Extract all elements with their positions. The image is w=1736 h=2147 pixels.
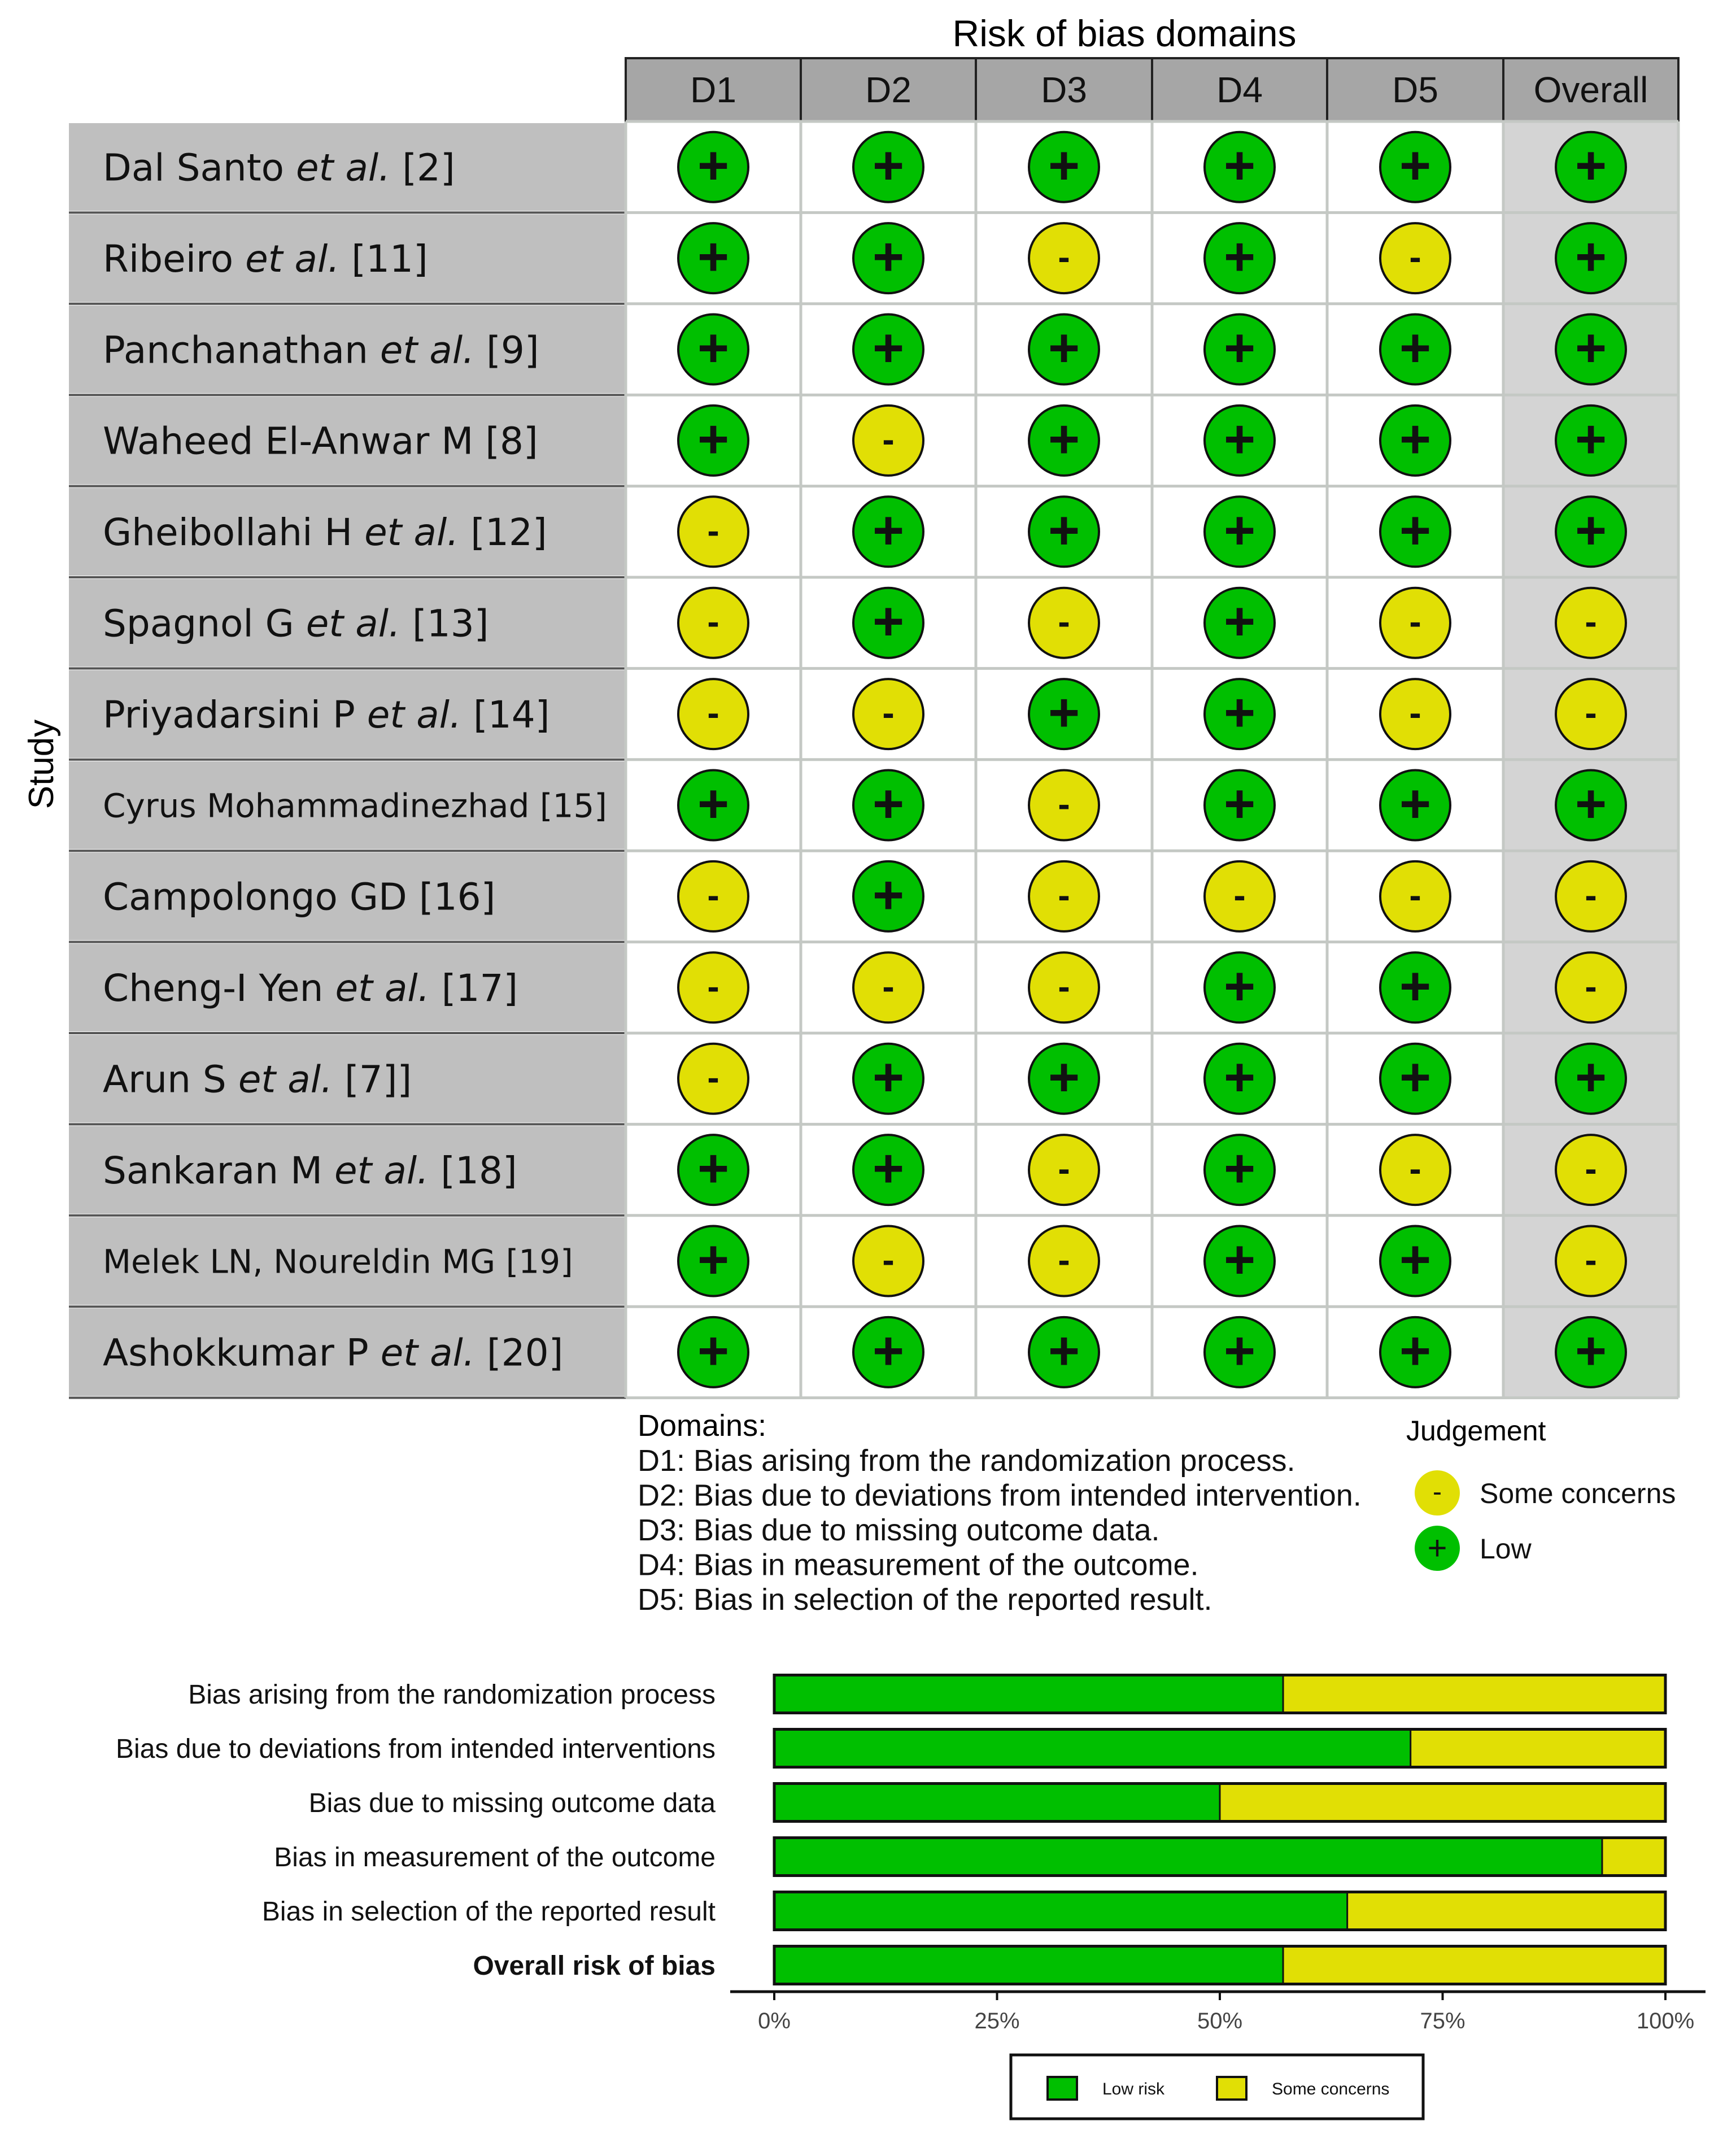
judgement-symbol: +	[1399, 317, 1432, 378]
study-etal: et al.	[380, 1331, 475, 1375]
judgement-dot-low	[678, 1135, 748, 1205]
judgement-dot-low	[1029, 679, 1099, 749]
judgement-dot-low	[1029, 1317, 1099, 1387]
judgement-symbol: +	[1399, 1047, 1432, 1108]
summary-legend-item	[1217, 2077, 1389, 2100]
judgement-symbol: -	[882, 966, 895, 1007]
summary-legend	[1011, 2055, 1423, 2119]
summary-legend-swatch	[1048, 2077, 1077, 2100]
study-ref: [11]	[339, 237, 428, 281]
judgement-symbol: -	[1585, 693, 1597, 734]
column-header-label: D1	[690, 69, 736, 110]
study-gap	[355, 693, 367, 737]
judgement-symbol: +	[697, 1320, 730, 1381]
judgement-dot-some-concerns	[1205, 861, 1275, 931]
study-ref: [20]	[474, 1331, 564, 1375]
judgement-dot-some-concerns	[1556, 861, 1626, 931]
domains-key	[638, 1409, 1362, 1617]
judgement-symbol: -	[882, 419, 895, 460]
judgement-dot-low	[1029, 132, 1099, 202]
study-name: Dal Santo	[103, 146, 285, 190]
study-gap	[322, 1149, 334, 1192]
study-ref: [12]	[459, 511, 547, 555]
judgement-dot-low	[1380, 952, 1450, 1022]
judgement-dot-low	[1556, 406, 1626, 476]
judgement-symbol: +	[1399, 500, 1432, 561]
judgement-dot-low	[1380, 406, 1450, 476]
judgement-symbol: +	[1048, 408, 1080, 469]
study-gap	[226, 1057, 238, 1101]
judgement-symbol: -	[1058, 237, 1070, 278]
study-etal: et al.	[380, 328, 475, 372]
summary-legend-label: Low risk	[1102, 2080, 1165, 2098]
study-gap	[294, 602, 306, 645]
judgement-dot-some-concerns	[678, 497, 748, 567]
column-header-label: D3	[1041, 69, 1087, 110]
judgement-symbol: -	[1058, 601, 1070, 642]
cell-grid	[626, 121, 1678, 1398]
judgement-symbol: +	[1223, 773, 1256, 834]
judgement-symbol: -	[1409, 237, 1421, 278]
judgement-symbol: -	[707, 693, 719, 734]
judgement-dot-some-concerns	[1029, 223, 1099, 293]
category-label: Bias in measurement of the outcome	[274, 1843, 716, 1872]
judgement-dot-low	[853, 770, 923, 840]
x-tick-label: 0%	[758, 2009, 791, 2033]
judgement-dot-low	[1205, 679, 1275, 749]
summary-legend-label: Some concerns	[1272, 2080, 1390, 2098]
study-label	[103, 237, 428, 281]
judgement-symbol: +	[1048, 1047, 1080, 1108]
study-name: Gheibollahi H	[103, 511, 353, 555]
judgement-dot-low	[1380, 1317, 1450, 1387]
bar-some-concerns	[1220, 1784, 1665, 1822]
study-ref: [2]	[390, 146, 455, 190]
study-label	[103, 602, 489, 645]
study-gap	[233, 237, 245, 281]
x-tick-label: 75%	[1420, 2009, 1465, 2033]
judgement-dot-low	[1556, 770, 1626, 840]
judgement-dot-low	[1556, 132, 1626, 202]
judgement-dot-low	[853, 1135, 923, 1205]
judgement-symbol: -	[1585, 1148, 1597, 1190]
bar-low-risk	[774, 1838, 1602, 1876]
judgement-legend-symbol: +	[1427, 1529, 1447, 1567]
judgement-dot-low	[1380, 497, 1450, 567]
judgement-symbol: +	[872, 500, 905, 561]
judgement-dot-low	[1029, 406, 1099, 476]
bar-low-risk	[774, 1675, 1283, 1713]
judgement-dot-some-concerns	[1029, 1226, 1099, 1296]
judgement-symbol: +	[1223, 500, 1256, 561]
study-name: Spagnol G	[103, 602, 294, 646]
judgement-legend-label: Low	[1480, 1533, 1532, 1565]
x-tick-label: 50%	[1197, 2009, 1243, 2033]
judgement-symbol: +	[1048, 135, 1080, 196]
judgement-symbol: +	[1399, 408, 1432, 469]
judgement-symbol: +	[1223, 1138, 1256, 1199]
study-name: Panchanathan	[103, 328, 368, 372]
judgement-symbol: +	[1048, 682, 1080, 743]
judgement-symbol: +	[1223, 682, 1256, 743]
judgement-dot-low	[678, 1226, 748, 1296]
study-name: Priyadarsini P	[103, 693, 355, 737]
study-name: Ashokkumar P	[103, 1331, 369, 1375]
judgement-symbol: +	[1399, 1320, 1432, 1381]
domains-heading: Domains:	[638, 1409, 767, 1443]
judgement-symbol: -	[1058, 1148, 1070, 1190]
judgement-symbol: +	[1223, 591, 1256, 652]
bar-low-risk	[774, 1784, 1220, 1822]
judgement-symbol: +	[697, 317, 730, 378]
judgement-symbol: -	[1585, 966, 1597, 1007]
study-etal: et al.	[238, 1057, 333, 1101]
summary-bars	[774, 1675, 1665, 1984]
domain-line: D4: Bias in measurement of the outcome.	[638, 1548, 1199, 1582]
bar-low-risk	[774, 1730, 1411, 1767]
study-etal: et al.	[245, 237, 340, 281]
judgement-dot-some-concerns	[1556, 679, 1626, 749]
bar-some-concerns	[1602, 1838, 1665, 1876]
judgement-dot-low	[853, 223, 923, 293]
judgement-dot-low	[853, 315, 923, 385]
judgement-dot-low	[1205, 588, 1275, 658]
judgement-symbol: -	[1409, 874, 1421, 916]
judgement-symbol: +	[1574, 1320, 1607, 1381]
study-ref: [9]	[474, 328, 539, 372]
column-header-label: D2	[865, 69, 911, 110]
judgement-symbol: -	[1058, 874, 1070, 916]
judgement-dot-low	[1205, 132, 1275, 202]
judgement-dot-some-concerns	[1029, 770, 1099, 840]
category-label: Overall risk of bias	[473, 1951, 716, 1981]
judgement-dot-low	[1205, 952, 1275, 1022]
judgement-symbol: -	[707, 1057, 719, 1098]
judgement-dot-some-concerns	[1556, 588, 1626, 658]
judgement-symbol: -	[1409, 601, 1421, 642]
study-etal: et al.	[367, 693, 461, 737]
x-tick-label: 25%	[974, 2009, 1020, 2033]
study-label	[103, 693, 549, 737]
judgement-symbol: +	[1574, 408, 1607, 469]
judgement-dot-low	[678, 223, 748, 293]
judgement-legend-item	[1415, 1470, 1676, 1515]
study-etal: et al.	[296, 146, 391, 190]
study-etal: et al.	[335, 966, 430, 1011]
study-ref: [18]	[429, 1148, 517, 1192]
judgement-symbol: +	[1048, 500, 1080, 561]
study-label	[103, 786, 607, 825]
judgement-symbol: +	[1223, 408, 1256, 469]
judgement-dot-low	[853, 861, 923, 931]
study-name: Cyrus Mohammadinezhad [15]	[103, 786, 607, 825]
study-gap	[324, 966, 335, 1010]
judgement-dot-some-concerns	[678, 952, 748, 1022]
judgement-symbol: +	[872, 864, 905, 925]
judgement-dot-low	[1205, 406, 1275, 476]
judgement-dot-low	[1556, 497, 1626, 567]
judgement-dot-low	[1205, 770, 1275, 840]
domain-line: D1: Bias arising from the randomization process.	[638, 1444, 1296, 1478]
study-etal: et al.	[334, 1148, 429, 1192]
judgement-symbol: -	[707, 966, 719, 1007]
judgement-symbol: +	[1399, 1229, 1432, 1290]
judgement-legend-item	[1415, 1526, 1532, 1571]
judgement-symbol: +	[1223, 1229, 1256, 1290]
judgement-dot-low	[1556, 315, 1626, 385]
judgement-dot-some-concerns	[1380, 223, 1450, 293]
judgement-dot-low	[1205, 1044, 1275, 1114]
judgement-dot-low	[1205, 1135, 1275, 1205]
judgement-symbol: +	[1574, 135, 1607, 196]
judgement-dot-some-concerns	[1556, 1226, 1626, 1296]
domain-line: D2: Bias due to deviations from intended intervention.	[638, 1478, 1362, 1513]
judgement-symbol: +	[872, 1047, 905, 1108]
study-ref: [14]	[461, 693, 550, 737]
judgement-dot-some-concerns	[678, 861, 748, 931]
bar-some-concerns	[1347, 1892, 1665, 1930]
study-etal: et al.	[306, 602, 401, 646]
study-gap	[369, 1331, 381, 1375]
study-label	[103, 511, 547, 554]
judgement-dot-some-concerns	[1380, 588, 1450, 658]
judgement-symbol: +	[697, 773, 730, 834]
judgement-symbol: +	[697, 1229, 730, 1290]
summary-legend-item	[1048, 2077, 1165, 2100]
judgement-dot-low	[853, 132, 923, 202]
bar-some-concerns	[1411, 1730, 1665, 1767]
domain-line: D3: Bias due to missing outcome data.	[638, 1513, 1160, 1547]
judgement-symbol: +	[1574, 500, 1607, 561]
judgement-symbol: -	[707, 510, 719, 551]
study-label	[103, 420, 538, 463]
judgement-dot-low	[853, 1044, 923, 1114]
judgement-dot-some-concerns	[1556, 952, 1626, 1022]
judgement-symbol: -	[1409, 693, 1421, 734]
judgement-symbol: +	[1223, 956, 1256, 1017]
study-gap	[352, 511, 364, 554]
judgement-symbol: +	[872, 591, 905, 652]
judgement-legend-items	[1415, 1470, 1676, 1571]
judgement-dot-low	[678, 770, 748, 840]
study-ref: [7]]	[333, 1057, 412, 1101]
judgement-symbol: -	[1585, 874, 1597, 916]
study-label	[103, 146, 455, 189]
judgement-symbol: -	[707, 601, 719, 642]
bar-low-risk	[774, 1892, 1347, 1930]
category-label: Bias due to missing outcome data	[308, 1788, 716, 1818]
x-tick-label: 100%	[1636, 2009, 1695, 2033]
judgement-dot-low	[1205, 223, 1275, 293]
judgement-dot-low	[1556, 223, 1626, 293]
domain-lines	[638, 1444, 1362, 1617]
judgement-symbol: +	[872, 1320, 905, 1381]
judgement-legend	[1406, 1415, 1676, 1571]
judgement-dot-low	[1205, 497, 1275, 567]
study-gap	[284, 146, 296, 189]
domain-line: D5: Bias in selection of the reported result.	[638, 1583, 1212, 1617]
judgement-dot-low	[1380, 1226, 1450, 1296]
judgement-dot-low	[853, 588, 923, 658]
judgement-dot-low	[1029, 315, 1099, 385]
study-label	[103, 876, 495, 919]
judgement-legend-label: Some concerns	[1480, 1478, 1676, 1509]
study-gap	[368, 328, 380, 372]
judgement-symbol: +	[1399, 773, 1432, 834]
judgement-dot-some-concerns	[678, 588, 748, 658]
category-label: Bias arising from the randomization process	[188, 1680, 716, 1710]
study-label	[103, 1331, 563, 1375]
study-name: Melek LN, Noureldin MG [19]	[103, 1242, 573, 1281]
judgement-symbol: +	[1048, 1320, 1080, 1381]
study-rows	[69, 123, 626, 1398]
x-axis-ticks	[758, 1992, 1694, 2033]
judgement-dot-low	[1029, 497, 1099, 567]
judgement-symbol: -	[707, 874, 719, 916]
study-label	[103, 1242, 573, 1281]
judgement-dot-some-concerns	[678, 679, 748, 749]
summary-category-labels	[116, 1680, 716, 1981]
judgement-symbol: -	[1058, 1239, 1070, 1281]
judgement-dot-some-concerns	[1380, 1135, 1450, 1205]
judgement-dot-low	[678, 315, 748, 385]
study-label	[103, 328, 539, 372]
summary-bar-chart	[116, 1675, 1706, 2119]
judgement-symbol: -	[1585, 1239, 1597, 1281]
bar-some-concerns	[1283, 1946, 1665, 1984]
judgement-symbol: -	[1233, 874, 1246, 916]
judgement-dot-low	[1380, 1044, 1450, 1114]
judgement-dot-low	[1205, 1226, 1275, 1296]
judgement-symbol: +	[1574, 1047, 1607, 1108]
judgement-dot-low	[853, 497, 923, 567]
judgement-symbol: -	[1585, 601, 1597, 642]
judgement-symbol: +	[697, 227, 730, 288]
judgement-symbol: +	[1399, 135, 1432, 196]
judgement-dot-low	[1380, 770, 1450, 840]
judgement-symbol: +	[1574, 317, 1607, 378]
judgement-dot-low	[678, 132, 748, 202]
traffic-light-plot	[22, 12, 1678, 1398]
judgement-dot-some-concerns	[1029, 861, 1099, 931]
judgement-dot-some-concerns	[853, 406, 923, 476]
judgement-symbol: +	[1048, 317, 1080, 378]
judgement-dot-low	[678, 406, 748, 476]
study-label	[103, 1149, 517, 1192]
study-axis-label: Study	[22, 719, 61, 809]
judgement-dot-low	[1380, 132, 1450, 202]
judgement-dot-low	[1380, 315, 1450, 385]
study-name: Arun S	[103, 1057, 226, 1101]
judgement-dot-low	[853, 1317, 923, 1387]
column-headers	[626, 58, 1678, 121]
judgement-symbol: -	[1058, 783, 1070, 825]
judgement-dot-low	[678, 1317, 748, 1387]
study-ref: [13]	[400, 602, 489, 646]
judgement-symbol: +	[697, 135, 730, 196]
judgement-dot-some-concerns	[1029, 588, 1099, 658]
judgement-dot-some-concerns	[1380, 679, 1450, 749]
judgement-symbol: +	[1223, 1047, 1256, 1108]
judgement-legend-symbol: -	[1433, 1477, 1442, 1507]
category-label: Bias due to deviations from intended interventions	[116, 1734, 716, 1764]
study-name: Cheng-I Yen	[103, 966, 324, 1011]
judgement-symbol: +	[1223, 227, 1256, 288]
judgement-dot-low	[1556, 1044, 1626, 1114]
judgement-dot-some-concerns	[678, 1044, 748, 1114]
judgement-dot-some-concerns	[1029, 952, 1099, 1022]
judgement-dot-low	[1205, 1317, 1275, 1387]
judgement-dot-some-concerns	[1380, 861, 1450, 931]
study-name: Sankaran M	[103, 1148, 323, 1192]
judgement-symbol: +	[872, 1138, 905, 1199]
traffic-title: Risk of bias domains	[952, 12, 1297, 54]
judgement-symbol: +	[872, 317, 905, 378]
bar-some-concerns	[1283, 1675, 1665, 1713]
judgement-dot-some-concerns	[1029, 1135, 1099, 1205]
judgement-symbol: -	[882, 1239, 895, 1281]
judgement-symbol: +	[1223, 135, 1256, 196]
judgement-symbol: +	[1223, 317, 1256, 378]
category-label: Bias in selection of the reported result	[261, 1897, 716, 1927]
judgement-dot-some-concerns	[1556, 1135, 1626, 1205]
judgement-symbol: +	[1574, 227, 1607, 288]
judgement-symbol: +	[872, 773, 905, 834]
column-header-label: D5	[1392, 69, 1438, 110]
judgement-symbol: +	[872, 135, 905, 196]
judgement-symbol: +	[697, 1138, 730, 1199]
judgement-symbol: +	[1223, 1320, 1256, 1381]
study-name: Waheed El-Anwar M [8]	[103, 419, 538, 463]
study-label	[103, 1057, 412, 1101]
judgement-legend-title: Judgement	[1406, 1415, 1546, 1447]
judgement-symbol: +	[1399, 956, 1432, 1017]
bar-low-risk	[774, 1946, 1283, 1984]
judgement-symbol: +	[697, 408, 730, 469]
study-name: Ribeiro	[103, 237, 234, 281]
judgement-dot-some-concerns	[853, 679, 923, 749]
judgement-symbol: +	[872, 227, 905, 288]
study-name: Campolongo GD [16]	[103, 875, 496, 919]
judgement-dot-some-concerns	[853, 1226, 923, 1296]
study-label	[103, 966, 518, 1010]
judgement-symbol: +	[1574, 773, 1607, 834]
judgement-dot-low	[1205, 315, 1275, 385]
column-header-label: Overall	[1533, 69, 1648, 110]
judgement-symbol: -	[882, 693, 895, 734]
column-header-label: D4	[1216, 69, 1263, 110]
summary-legend-swatch	[1217, 2077, 1246, 2100]
judgement-dot-low	[1556, 1317, 1626, 1387]
judgement-dot-low	[1029, 1044, 1099, 1114]
judgement-dot-some-concerns	[853, 952, 923, 1022]
judgement-symbol: -	[1409, 1148, 1421, 1190]
study-etal: et al.	[364, 511, 459, 555]
judgement-symbol: -	[1058, 966, 1070, 1007]
study-ref: [17]	[429, 966, 518, 1011]
